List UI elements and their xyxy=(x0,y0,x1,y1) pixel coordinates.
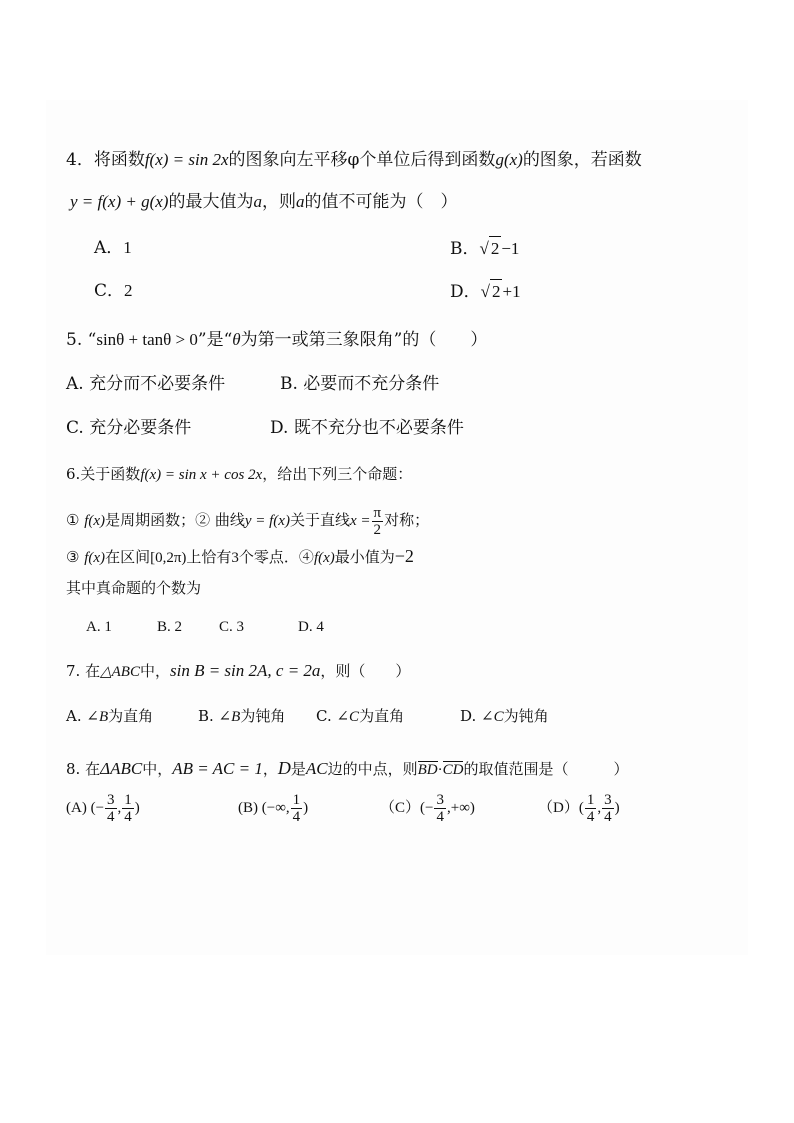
q4-number: 4． xyxy=(66,150,94,170)
option-label: A． xyxy=(94,238,124,258)
q6-interval: [0,2π) xyxy=(150,550,187,566)
angle-vertex: B xyxy=(231,709,241,725)
option-label: C． xyxy=(94,281,125,301)
q4-line2 xyxy=(70,190,457,214)
denominator: 4 xyxy=(292,809,301,826)
q4-a: a xyxy=(295,192,305,211)
numerator: 1 xyxy=(124,792,132,809)
q4-text: 将函数 xyxy=(93,150,145,170)
q6-text: 上恰有 xyxy=(186,548,232,566)
q6-stem xyxy=(66,462,412,487)
minus-sign: − xyxy=(425,800,434,816)
q6-line-x: x = xyxy=(349,513,371,529)
denominator: 4 xyxy=(604,809,612,826)
option-label: (A) xyxy=(66,800,87,816)
q4-text: 的最大值为 xyxy=(168,192,254,212)
fraction xyxy=(122,792,134,825)
q8-text: 边的中点，则 xyxy=(327,760,418,778)
option-label: D. ∠ xyxy=(460,707,494,725)
option-text: 为钝角 xyxy=(503,707,549,725)
comma: , xyxy=(597,800,602,816)
sqrt-sign: √ xyxy=(480,282,490,301)
angle-vertex: C xyxy=(349,709,360,725)
denominator: 4 xyxy=(586,809,595,826)
angle-vertex: C xyxy=(493,709,504,725)
q7-option-d[interactable] xyxy=(460,704,549,729)
q6-option-a[interactable] xyxy=(86,615,112,639)
paren: ( xyxy=(261,800,267,816)
q4-option-d[interactable] xyxy=(450,279,521,304)
q8-triangle: ΔABC xyxy=(100,759,143,778)
paren: ) xyxy=(303,800,309,816)
q6-min-value: −2 xyxy=(394,546,414,566)
q5-text: 为第一或第三象限角”的（ ） xyxy=(240,330,488,350)
fraction xyxy=(434,792,446,825)
denominator: 2 xyxy=(373,521,382,538)
paren: ) xyxy=(134,800,140,816)
q4-gx: g(x) xyxy=(495,150,523,169)
numerator: 1 xyxy=(586,792,595,809)
paren: ( xyxy=(578,800,584,816)
q4-text: 的图象，若函数 xyxy=(522,150,642,170)
q8-point-d: D xyxy=(277,758,291,778)
sqrt-radicand: 2 xyxy=(490,279,503,304)
q6-fx: f(x) xyxy=(84,513,106,529)
denominator: 4 xyxy=(107,809,115,826)
q4-text: 的值不可能为（ ） xyxy=(304,192,458,212)
paren: ( xyxy=(420,800,426,816)
q8-stem xyxy=(66,756,628,782)
q6-claims-3-4 xyxy=(66,544,414,570)
q6-text: 在区间 xyxy=(105,548,151,566)
sqrt-sign: √ xyxy=(479,239,489,258)
option-text: A. 1 xyxy=(86,619,112,635)
option-text: 为直角 xyxy=(359,707,405,725)
q7-option-c[interactable] xyxy=(316,704,404,729)
claim-marker: ① xyxy=(66,511,80,529)
q8-option-a[interactable] xyxy=(66,786,140,830)
option-text: 为直角 xyxy=(108,707,154,725)
option-value: 1 xyxy=(123,238,132,257)
q6-text: 是周期函数；② 曲线 xyxy=(105,511,245,529)
option-label: （C） xyxy=(380,800,421,816)
q8-option-d[interactable] xyxy=(538,786,620,830)
q4-text: 的图象向左平移φ个单位后得到函数 xyxy=(228,150,496,170)
q4-sum: y = f(x) + g(x) xyxy=(70,192,169,211)
q6-claims-1-2 xyxy=(66,502,429,538)
q5-expression: sinθ + tanθ > 0 xyxy=(96,330,198,349)
q6-text: 关于直线 xyxy=(289,511,350,529)
dot-operator: · xyxy=(437,762,443,778)
q7-option-a[interactable] xyxy=(66,704,153,729)
option-text: D. 既不充分也不必要条件 xyxy=(270,418,464,438)
q5-text: 5. “ xyxy=(66,330,97,350)
q6-count: 3 xyxy=(231,550,239,566)
q8-text: ， xyxy=(262,760,278,778)
option-text: A. 充分而不必要条件 xyxy=(66,374,226,394)
q8-text: 是 xyxy=(290,760,306,778)
option-value: −1 xyxy=(501,239,520,258)
q8-side-ac: AC xyxy=(305,759,328,778)
minus-sign: − xyxy=(95,800,105,816)
paren: ( xyxy=(90,800,96,816)
q6-option-c[interactable] xyxy=(219,615,244,639)
q8-option-b[interactable] xyxy=(238,786,308,830)
q7-text: ，则（ ） xyxy=(320,662,411,680)
q6-option-d[interactable] xyxy=(298,615,324,639)
q6-curve: y = f(x) xyxy=(244,513,290,529)
option-text: B. 2 xyxy=(157,619,183,635)
q5-option-d[interactable] xyxy=(270,416,464,440)
option-value: +1 xyxy=(502,282,521,301)
pos-infinity: ,+∞) xyxy=(446,800,475,816)
option-text: C. 充分必要条件 xyxy=(66,418,192,438)
q7-stem xyxy=(66,659,410,684)
q6-fx: f(x) xyxy=(313,550,335,566)
comma: , xyxy=(117,800,122,816)
q6-text: ，给出下列三个命题： xyxy=(262,465,413,483)
numerator: 1 xyxy=(292,792,301,809)
fraction xyxy=(585,792,597,825)
q5-stem xyxy=(66,328,487,352)
q4-option-b[interactable] xyxy=(450,236,519,261)
q7-option-b[interactable] xyxy=(198,704,285,729)
option-text: C. 3 xyxy=(219,619,245,635)
denominator: 4 xyxy=(436,809,444,826)
q4-option-a[interactable] xyxy=(94,236,132,260)
q5-text: ”是“ xyxy=(197,330,233,350)
numerator: 3 xyxy=(107,792,115,809)
q5-option-c[interactable] xyxy=(66,416,191,440)
q4-fx-def: f(x) = sin 2x xyxy=(144,150,229,169)
q6-text: 对称； xyxy=(384,511,430,529)
q4-a: a xyxy=(253,192,262,211)
q7-condition: sin B = sin 2A, c = 2a xyxy=(169,661,321,680)
q6-function: f(x) = sin x + cos 2x xyxy=(140,467,263,483)
q8-text: 的取值范围是（ ） xyxy=(463,760,629,778)
vector-bd: BD xyxy=(417,762,438,778)
neg-infinity: −∞, xyxy=(266,800,290,816)
q7-triangle: △ABC xyxy=(100,664,140,680)
q6-text: 6.关于函数 xyxy=(66,465,141,483)
q6-text: 其中真命题的个数为 xyxy=(66,579,202,597)
option-label: B. ∠ xyxy=(198,707,232,725)
option-label: D． xyxy=(450,282,481,302)
fraction xyxy=(105,792,117,825)
numerator: π xyxy=(373,504,382,521)
sqrt-radicand: 2 xyxy=(489,236,502,261)
angle-vertex: B xyxy=(98,709,109,725)
option-label: B． xyxy=(450,239,480,259)
q4-line1 xyxy=(66,148,642,172)
q6-text: 最小值为 xyxy=(334,548,395,566)
q4-option-c[interactable] xyxy=(94,279,133,303)
fraction xyxy=(602,792,614,825)
option-label: A. ∠ xyxy=(66,707,99,725)
option-value: 2 xyxy=(124,281,133,300)
fraction xyxy=(291,792,303,825)
q7-text: 7. 在 xyxy=(66,662,101,680)
option-label: (B) xyxy=(238,800,258,816)
denominator: 4 xyxy=(124,809,132,826)
option-text: B. 必要而不充分条件 xyxy=(280,374,440,394)
q8-condition: AB = AC = 1 xyxy=(172,759,263,778)
q7-text: 中， xyxy=(139,662,170,680)
q8-option-c[interactable] xyxy=(380,786,475,830)
paren: ) xyxy=(614,800,620,816)
q6-option-b[interactable] xyxy=(157,615,182,639)
q5-option-a[interactable] xyxy=(66,372,225,396)
q6-question xyxy=(66,576,201,600)
option-label: （D） xyxy=(538,800,579,816)
claim-marker: ③ xyxy=(66,548,80,566)
q5-theta: θ xyxy=(232,330,241,349)
q6-text: 个零点．④ xyxy=(238,548,314,566)
q8-text: 8. 在 xyxy=(66,760,101,778)
option-label: C. ∠ xyxy=(316,707,350,725)
vector-cd: CD xyxy=(442,762,464,778)
q5-option-b[interactable] xyxy=(280,372,439,396)
option-text: D. 4 xyxy=(298,619,324,635)
q4-text: ，则 xyxy=(261,192,296,212)
fraction-pi-over-2 xyxy=(372,505,384,538)
numerator: 3 xyxy=(436,792,444,809)
option-text: 为钝角 xyxy=(240,707,286,725)
q8-text: 中， xyxy=(142,760,173,778)
numerator: 3 xyxy=(604,792,612,809)
q6-fx: f(x) xyxy=(84,550,106,566)
